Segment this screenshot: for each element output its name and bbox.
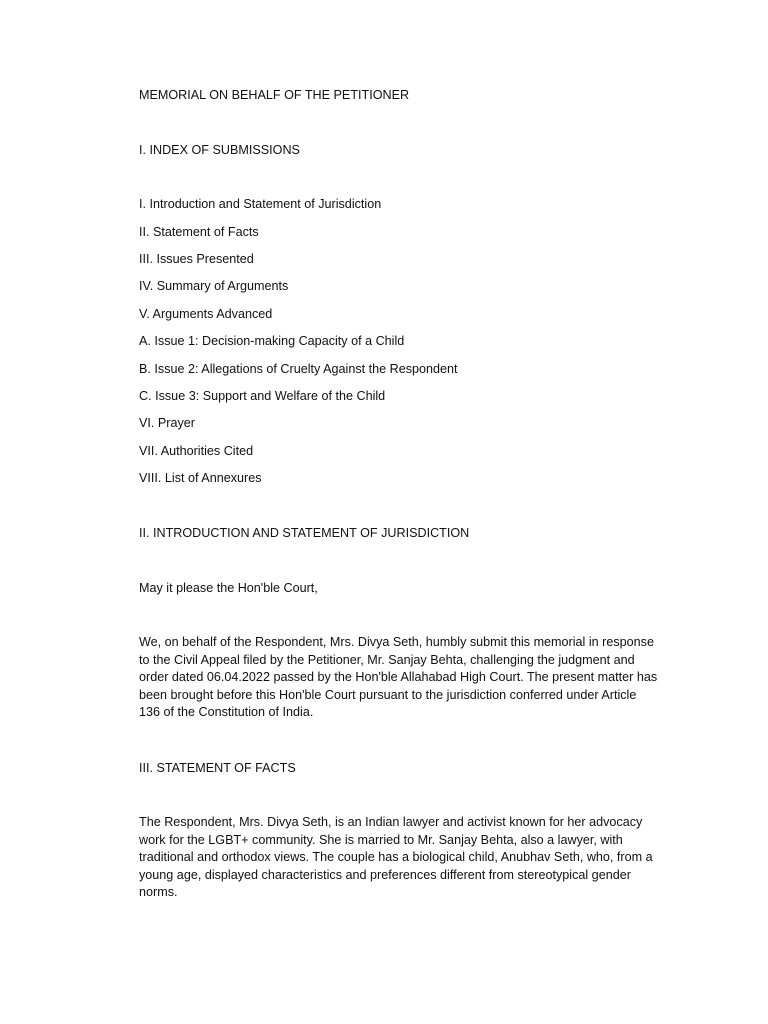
index-item: B. Issue 2: Allegations of Cruelty Against the Respondent	[139, 362, 458, 376]
paragraph-line: We, on behalf of the Respondent, Mrs. Divya Seth, humbly submit this memorial in response	[139, 635, 654, 649]
index-item: V. Arguments Advanced	[139, 307, 273, 321]
paragraph-line: order dated 06.04.2022 passed by the Hon'ble Allahabad High Court. The present matter has	[139, 670, 658, 685]
index-item: I. Introduction and Statement of Jurisdiction	[139, 197, 382, 211]
paragraph-line: been brought before this Hon'ble Court pursuant to the jurisdiction conferred under Article	[139, 687, 637, 702]
facts-heading: III. STATEMENT OF FACTS	[139, 761, 296, 775]
index-item: IV. Summary of Arguments	[139, 279, 289, 293]
intro-paragraph	[139, 634, 679, 722]
index-item: A. Issue 1: Decision-making Capacity of a Child	[139, 334, 405, 348]
index-item: VI. Prayer	[139, 416, 195, 430]
paragraph-line: young age, displayed characteristics and preferences different from stereotypical gender	[139, 867, 631, 882]
index-item: III. Issues Presented	[139, 252, 254, 266]
intro-heading: II. INTRODUCTION AND STATEMENT OF JURISDICTION	[139, 526, 470, 540]
facts-paragraph	[139, 814, 679, 902]
paragraph-line: norms.	[139, 885, 178, 900]
index-item: VIII. List of Annexures	[139, 471, 262, 485]
index-item: VII. Authorities Cited	[139, 444, 254, 458]
document-title: MEMORIAL ON BEHALF OF THE PETITIONER	[139, 88, 410, 102]
index-item: C. Issue 3: Support and Welfare of the Child	[139, 389, 386, 403]
paragraph-line: 136 of the Constitution of India.	[139, 705, 314, 720]
paragraph-line: work for the LGBT+ community. She is married to Mr. Sanjay Behta, also a lawyer, with	[139, 832, 623, 847]
paragraph-line: to the Civil Appeal filed by the Petitioner, Mr. Sanjay Behta, challenging the judgment and	[139, 652, 635, 667]
index-item: II. Statement of Facts	[139, 225, 259, 239]
salutation: May it please the Hon'ble Court,	[139, 581, 318, 595]
index-heading: I. INDEX OF SUBMISSIONS	[139, 143, 300, 157]
paragraph-line: The Respondent, Mrs. Divya Seth, is an Indian lawyer and activist known for her advocacy	[139, 815, 643, 829]
paragraph-line: traditional and orthodox views. The couple has a biological child, Anubhav Seth, who, from a	[139, 850, 653, 865]
